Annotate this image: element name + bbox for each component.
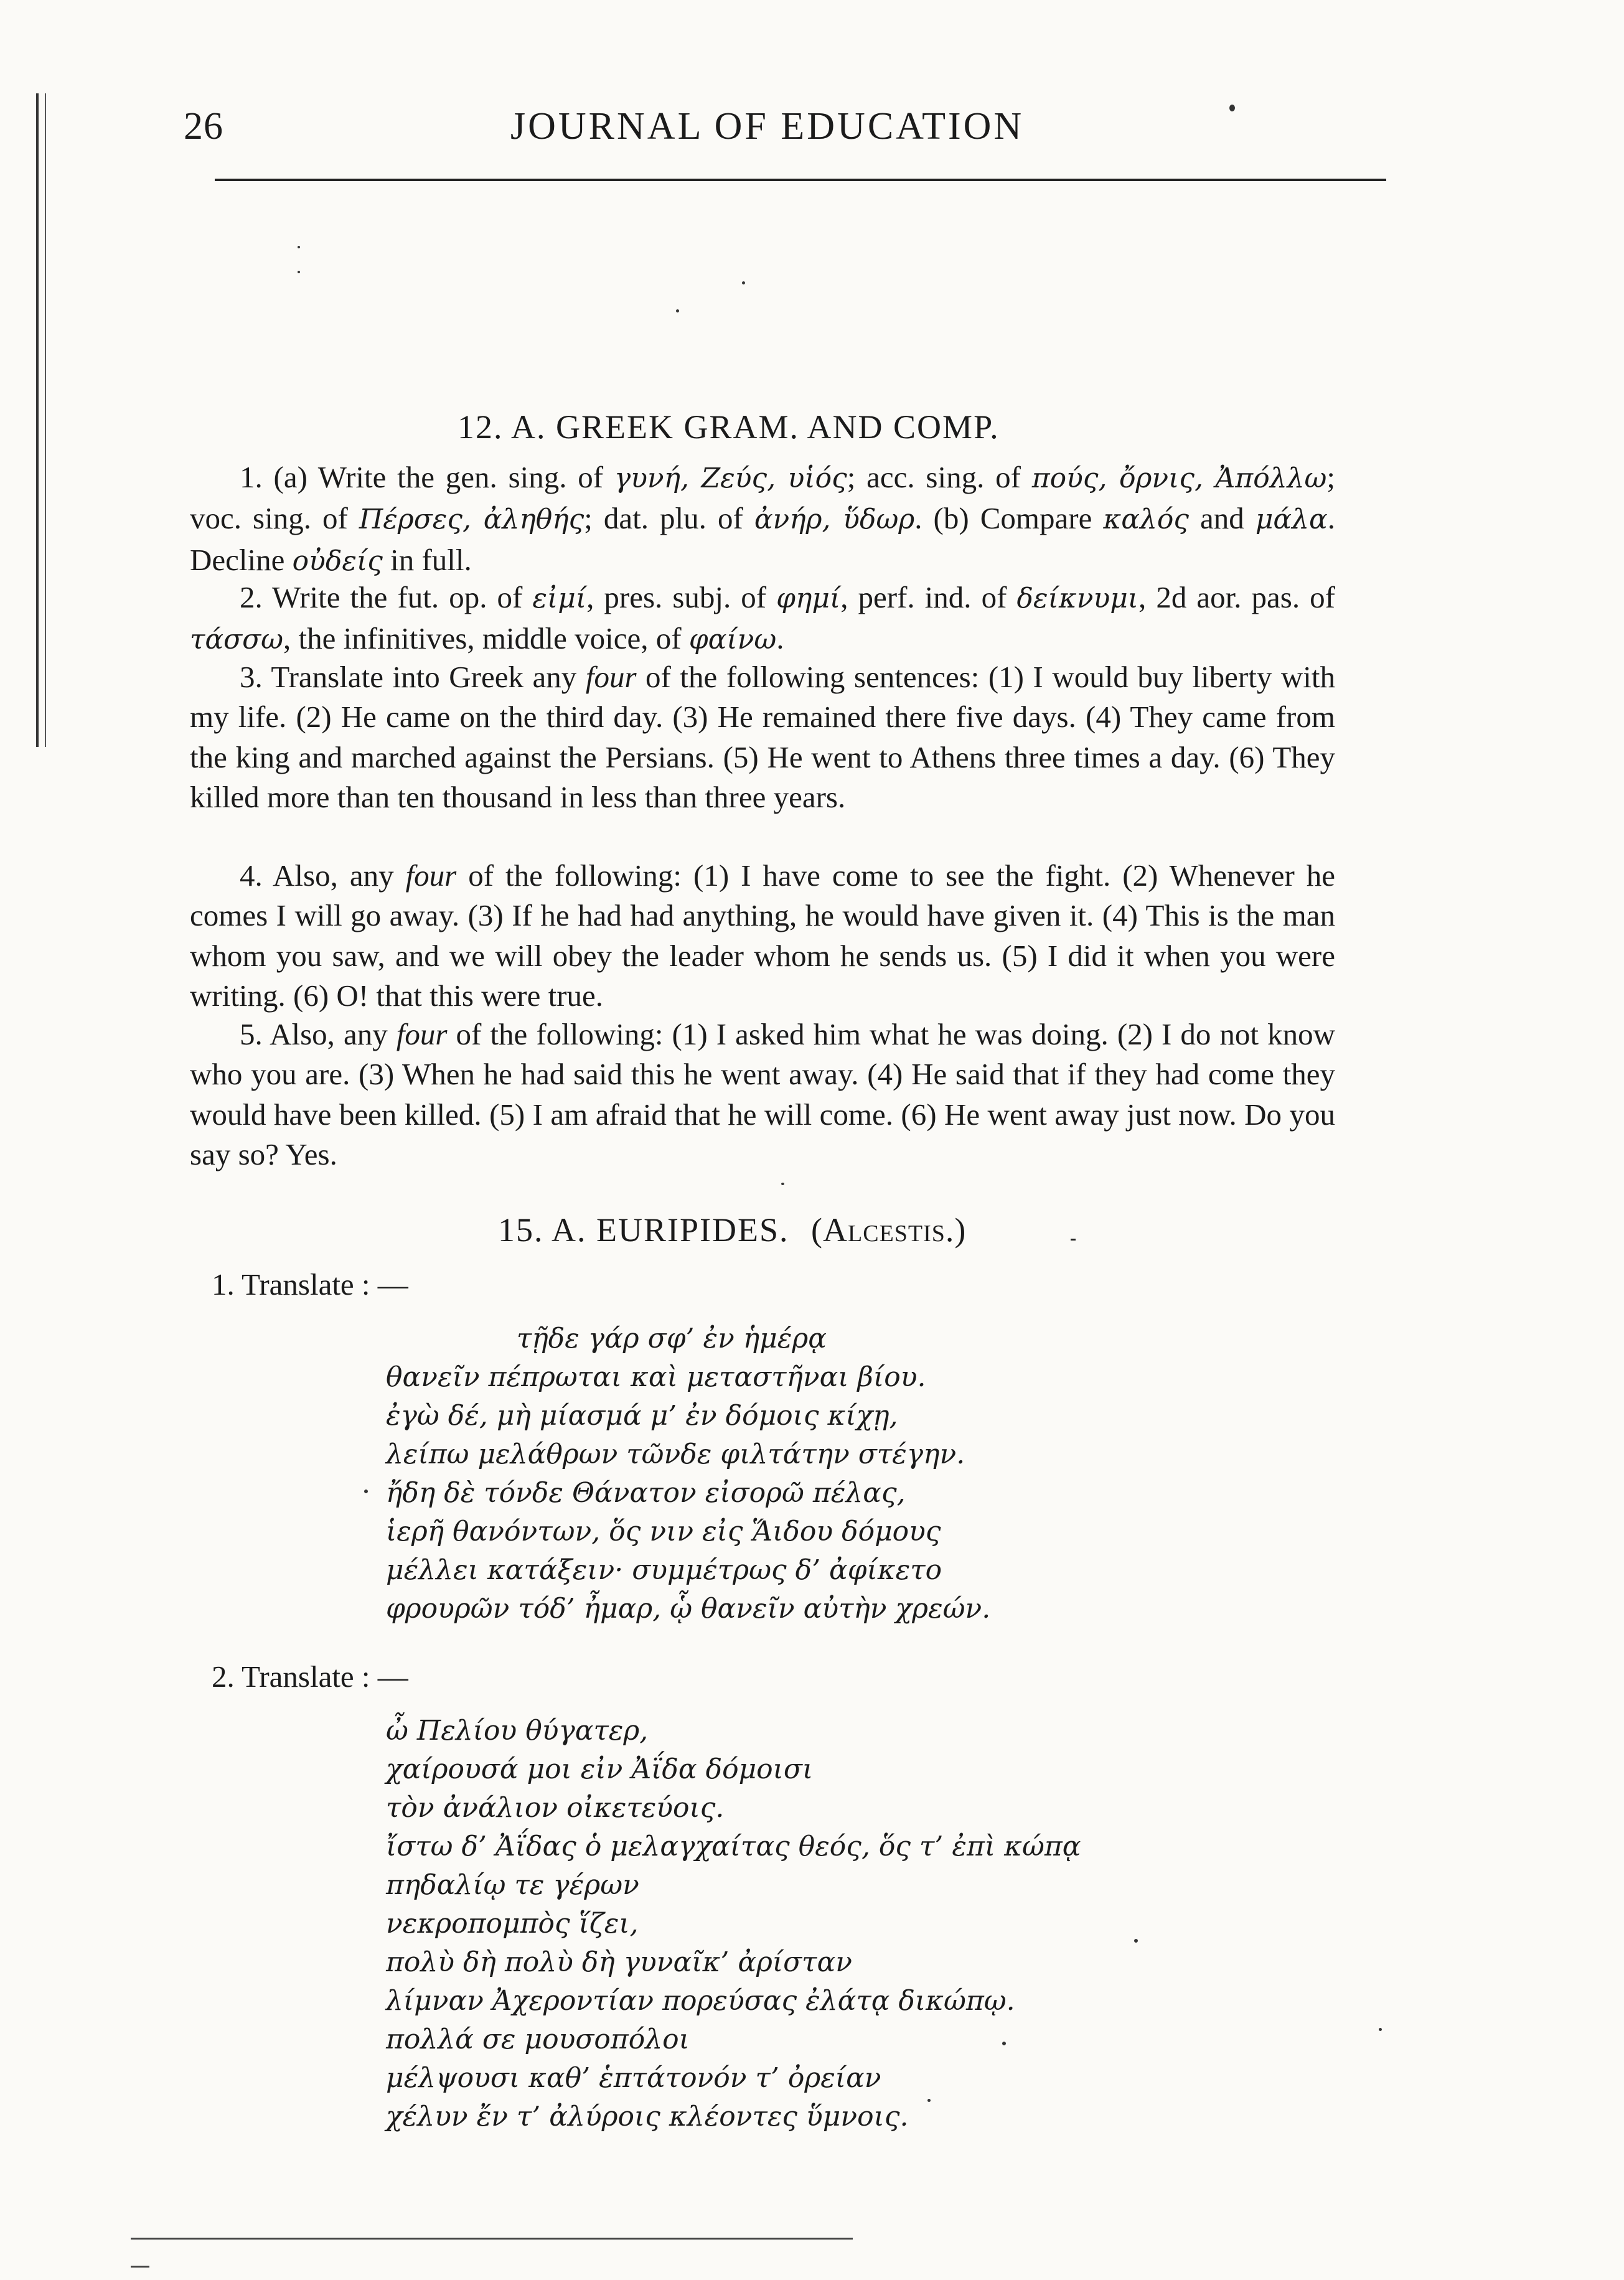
- ink-speck: [1379, 2028, 1382, 2031]
- passage-1-line: λείπω μελάθρων τῶνδε φιλτάτην στέγην.: [386, 1438, 965, 1470]
- greek-passage-2: [386, 1712, 1081, 2136]
- question-1: 1. (a) Write the gen. sing. of γυνή, Ζεύς, υἱός; acc. sing. of πούς, ὄρνις, Ἀπόλλω; voc. sing. of Πέρσες, ἀληθής; dat. plu. of ἀνήρ, ὕδωρ. (b) Compare καλός and μάλα. Decline οὐδείς in full.: [190, 460, 1335, 577]
- passage-1-line: φρουρῶν τόδ’ ἦμαρ, ᾧ θανεῖν αὐτὴν χρεών.: [386, 1593, 991, 1625]
- footer-mark: [131, 2266, 149, 2268]
- running-head: JOURNAL OF EDUCATION: [510, 105, 1025, 148]
- question-5: 5. Also, any four of the following: (1) I asked him what he was doing. (2) I do not know who you are. (3) When he had said this he went away. (4) He said that if they had come they would have been killed. (5) I am afraid that he will come. (6) He went away just now. Do you say so? Yes.: [190, 1017, 1335, 1171]
- passage-2-line: λίμναν Ἀχεροντίαν πορεύσας ἐλάτᾳ δικώπῳ.: [386, 1985, 1015, 2017]
- binding-line-left-2: [45, 93, 46, 747]
- passage-2-line: πηδαλίῳ τε γέρων: [386, 1869, 639, 1901]
- ink-dash: [1071, 1239, 1076, 1241]
- passage-1-line: μέλλει κατάξειν· συμμέτρως δ’ ἀφίκετο: [386, 1554, 942, 1586]
- passage-2-line: ἴστω δ’ Ἀΐδας ὁ μελαγχαίτας θεός, ὅς τ’ ἐπὶ κώπᾳ: [386, 1831, 1081, 1862]
- passage-1-line: τῇδε γάρ σφ’ ἐν ἡμέρᾳ: [517, 1323, 827, 1354]
- ink-speck: [1229, 105, 1235, 111]
- passage-2-line: τὸν ἀνάλιον οἰκετεύοις.: [386, 1792, 725, 1824]
- page-number: 26: [184, 105, 223, 148]
- question-4: 4. Also, any four of the following: (1) I have come to see the fight. (2) Whenever he comes I will go away. (3) If he had had anything, he would have given it. (4) This is the man whom you saw, and we will obey the leader whom he sends us. (5) I did it when you were writing. (6) O! that this were true.: [190, 858, 1335, 1013]
- footer-rule: [131, 2238, 853, 2240]
- question-2: 2. Write the fut. op. of εἰμί, pres. subj. of φημί, perf. ind. of δείκνυμι, 2d aor. pas. of τάσσω, the infinitives, middle voice, of φαίνω.: [190, 580, 1335, 656]
- ink-speck: [927, 2099, 931, 2102]
- ink-speck: [676, 309, 679, 312]
- ink-speck: [298, 271, 300, 273]
- passage-2-line: πολὺ δὴ πολὺ δὴ γυναῖκ’ ἀρίσταν: [386, 1946, 852, 1978]
- section-12-title: 12. A. GREEK GRAM. AND COMP.: [458, 408, 1000, 446]
- section-15-title-main: 15. A. EURIPIDES.: [498, 1211, 789, 1249]
- passage-2-line: πολλά σε μουσοπόλοι: [386, 2024, 690, 2055]
- greek-passage-1: [386, 1320, 990, 1628]
- passage-1-line: ἤδη δὲ τόνδε Θάνατον εἰσορῶ πέλας,: [386, 1477, 906, 1509]
- binding-line-left: [36, 93, 39, 747]
- ink-speck: [364, 1490, 368, 1493]
- passage-1-line: ἐγὼ δέ, μὴ μίασμά μ’ ἐν δόμοις κίχῃ,: [386, 1400, 898, 1432]
- ink-speck: [1002, 2042, 1006, 2045]
- passage-2-line: χέλυν ἔν τ’ ἀλύροις κλέοντες ὕμνοις.: [386, 2101, 909, 2132]
- passage-1-line: ἱερῆ θανόντων, ὅς νιν εἰς Ἅιδου δόμους: [386, 1516, 941, 1547]
- passage-2-line: χαίρουσά μοι εἰν Ἀΐδα δόμοισι: [386, 1753, 814, 1785]
- ink-speck: [1134, 1939, 1138, 1943]
- ink-speck: [298, 246, 300, 248]
- passage-1-line: θανεῖν πέπρωται καὶ μεταστῆναι βίου.: [386, 1361, 926, 1393]
- question-3: 3. Translate into Greek any four of the following sentences: (1) I would buy liberty with my life. (2) He came on the third day. (3) He remained there five days. (4) They came from the king and marched against the Persians. (5) He went to Athens three times a day. (6) They killed more than ten thousand in less than three years.: [190, 660, 1335, 814]
- ink-speck: [742, 281, 745, 284]
- translate-1-label: 1. Translate : —: [212, 1267, 408, 1302]
- translate-2-label: 2. Translate : —: [212, 1659, 408, 1694]
- passage-2-line: μέλψουσι καθ’ ἑπτάτονόν τ’ ὀρείαν: [386, 2062, 881, 2094]
- passage-2-line: νεκροπομπὸς ἵζει,: [386, 1908, 639, 1940]
- section-15-title-sub: (Alcestis.): [811, 1211, 967, 1249]
- section-15-title: [498, 1211, 966, 1249]
- ink-speck: [781, 1183, 784, 1185]
- header-rule: [215, 179, 1386, 181]
- passage-2-line: ὦ Πελίου θύγατερ,: [386, 1715, 649, 1747]
